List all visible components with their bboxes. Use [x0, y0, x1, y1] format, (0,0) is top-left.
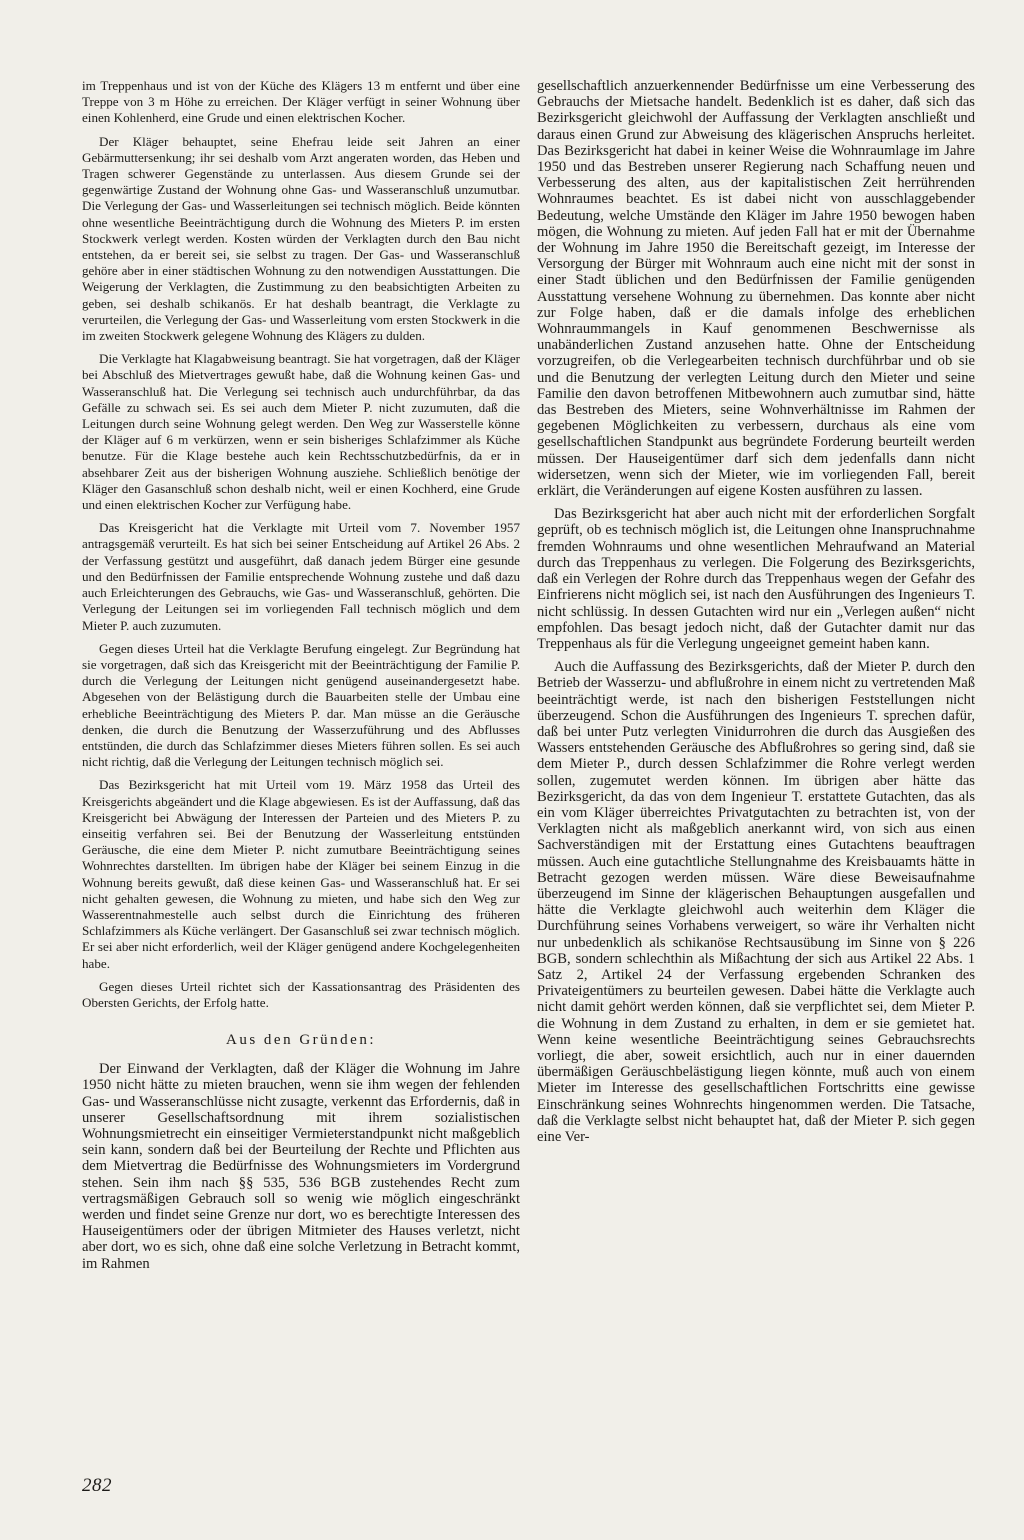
paragraph: Das Kreisgericht hat die Verklagte mit Urteil vom 7. November 1957 antragsgemäß verurteilt. Es hat sich bei seiner Entscheidung auf Artikel 26 Abs. 2 der Verfassung gestützt und ausgeführt, daß danach jedem Bürger eine gesunde und den Bedürfnissen der Familie entsprechende Wohnung zustehe und daß dazu auch Erleichterungen des Gebrauchs, wie Gas- und Wasseranschluß, gehörten. Die Verlegung der Leitungen sei im vorliegenden Fall technisch möglich und dem Mieter P. auch zuzumuten.: [82, 520, 520, 633]
paragraph: Das Bezirksgericht hat aber auch nicht mit der erforderlichen Sorgfalt geprüft, ob es technisch möglich ist, die Leitungen ohne Inanspruchnahme fremden Wohnraums und ohne wesentlichen Mehraufwand an Material durch das Treppenhaus zu verlegen. Die Folgerung des Bezirksgerichts, daß ein Verlegen der Rohre durch das Treppenhaus wegen der Gefahr des Einfrierens nicht möglich sei, ist nach den Ausführungen des Ingenieurs T. nicht schlüssig. In dessen Gutachten wird nur ein „Verlegen außen“ nicht empfohlen. Das besagt jedoch nicht, daß der Gutachter damit nur das Treppenhaus als für die Verlegung ungeeignet gemeint haben kann.: [537, 506, 975, 652]
section-heading: Aus den Gründen:: [226, 1032, 376, 1049]
paragraph: Auch die Auffassung des Bezirksgerichts, daß der Mieter P. durch den Betrieb der Wasserzu- und abflußrohre in einem nicht zu vertretenden Maß beeinträchtigt werde, ist nach den bisherigen Feststellungen nicht überzeugend. Schon die Ausführungen des Ingenieurs T. sprechen dafür, daß bei unter Putz verlegten Vinidurrohren die durch das Ausgießen des Wassers entstehenden Geräusche des Abflußrohres so gering sind, daß sie dem Mieter P., durch dessen Schlafzimmer die Rohre verlegt werden sollen, zugemutet werden können. Im übrigen aber hätte das Bezirksgericht, da das von dem Ingenieur T. erstattete Gutachten, das als ein vom Kläger überreichtes Privatgutachten zu betrachten ist, von der Verklagten nicht als maßgeblich anerkannt wird, von sich aus einen Sachverständigen mit der Erstattung eines Gutachtens beauftragen müssen. Auch eine gutachtliche Stellungnahme des Kreisbauamts hätte in Betracht gezogen werden müssen. Wäre diese Beweisaufnahme überzeugend im Sinne der klägerischen Behauptungen ausgefallen und hätte die Verklagte gleichwohl auch weiterhin dem Kläger die Durchführung seines Vorhabens verweigert, so wäre ihr Verhalten nicht nur unbedenklich als schikanöse Rechtsausübung im Sinne von § 226 BGB, sondern schlechthin als Mißachtung der sich aus Artikel 22 Abs. 1 Satz 2, Artikel 24 der Verfassung ergebenden Schranken des Privateigentümers zu beurteilen gewesen. Dabei hätte die Verklagte auch nicht damit gehört werden können, daß sie verpflichtet sei, dem Mieter P. die Wohnung in dem Zustand zu erhalten, in dem er sie gemietet hat. Wenn keine wesentliche Beeinträchtigung seines Gebrauchsrechts vorliegt, die aber, soweit ersichtlich, auch nur in einer dauernden übermäßigen Geräuschbelästigung liegen könnte, muß auch von einem Mieter im Interesse des gesellschaftlichen Fortschritts eine gewisse Einschränkung seines Wohnrechts hingenommen werden. Die Tatsache, daß die Verklagte selbst nicht behauptet hat, daß der Mieter P. sich gegen eine Ver-: [537, 659, 975, 1145]
paragraph: Gegen dieses Urteil richtet sich der Kassationsantrag des Präsidenten des Obersten Gerichts, der Erfolg hatte.: [82, 978, 520, 1010]
paragraph: Der Kläger behauptet, seine Ehefrau leide seit Jahren an einer Gebärmuttersenkung; ihr sei deshalb vom Arzt angeraten worden, das Heben und Tragen schwerer Gegenstände zu unterlassen. Aus diesem Grunde sei der gegenwärtige Zustand der Wohnung ohne Gas- und Wasseranschluß unzumutbar. Die Verlegung der Gas- und Wasserleitungen sei technisch möglich. Beide könnten ohne wesentliche Beeinträchtigung durch die Wohnung des Mieters P. im ersten Stockwerk verlegt werden. Kosten würden der Verklagten durch den Bau nicht entstehen, da er bereit sei, sie selbst zu tragen. Der Gas- und Wasseranschluß gehöre aber in einer städtischen Wohnung zu den notwendigen Ausstattungen. Die Weigerung der Verklagten, die Zustimmung zu den beabsichtigten Arbeiten zu geben, sei deshalb schikanös. Er hat deshalb beantragt, die Verklagte zu verurteilen, die Verlegung der Gas- und Wasserleitung vom ersten Stockwerk in die im zweiten Stockwerk gelegene Wohnung des Klägers zu dulden.: [82, 133, 520, 344]
paragraph: Die Verklagte hat Klagabweisung beantragt. Sie hat vorgetragen, daß der Kläger bei Abschluß des Mietvertrages gewußt habe, daß die Wohnung keinen Gas- und Wasseranschluß hat. Die Verlegung sei technisch auch undurchführbar, da das Gefälle zu schwach sei. Es sei auch dem Mieter P. nicht zuzumuten, daß die Leitungen durch seine Wohnung gelegt werden. Den Weg zur Wasserstelle könne der Kläger auf 6 m verkürzen, wenn er sein bisheriges Schlafzimmer als Küche benutze. Für die Klage bestehe auch kein Rechtsschutzbedürfnis, da er in absehbarer Zeit aus der bisherigen Wohnung ausziehe. Schließlich benötige der Kläger den Gasanschluß schon deshalb nicht, weil er einen Kochherd, eine Grude und einen elektrischen Kocher zur Verfügung habe.: [82, 351, 520, 513]
paragraph: gesellschaftlich anzuerkennender Bedürfnisse um eine Verbesserung des Gebrauchs der Mietsache handelt. Bedenklich ist es daher, daß sich das Bezirksgericht gleichwohl der Auffassung der Verklagten anschließt und daraus einen Grund zur Abweisung des klägerischen Anspruchs herleitet. Das Bezirksgericht hat dabei in keiner Weise die Wohnraumlage im Jahre 1950 und das Bestreben unserer Regierung nach Schaffung neuen und Verbesserung des alten, aus der kapitalistischen Zeit herrührenden Wohnraumes beachtet. Es ist dabei nicht von ausschlaggebender Bedeutung, welche Umstände den Kläger im Jahre 1950 bewogen haben mögen, die Wohnung zu mieten. Auf jeden Fall hat er mit der Übernahme der Wohnung im Jahre 1950 die Bereitschaft gezeigt, im Interesse der Versorgung der Bürger mit Wohnraum auch eine nicht mit der sonst in einer Stadt üblichen und den Bedürfnissen der Familie genügenden Ausstattung versehene Wohnung zu übernehmen. Das konnte aber nicht zur Folge haben, daß er die damals infolge des erheblichen Wohnraummangels in Kauf genommenen Beschwernisse als unabänderlichen Zustand anzusehen hatte. Ohne der Entscheidung vorzugreifen, ob die Verlegearbeiten technisch durchführbar und ob sie und die Benutzung der verlegten Leitung durch den Mieter und seine Familie den davon betroffenen Mitbewohnern auch zumutbar sind, hätte das Bestreben des Mieters, seine Wohnverhältnisse im Rahmen der gegebenen Möglichkeiten zu verbessern, durchaus als eine vom gesellschaftlichen Standpunkt aus begründete Forderung beurteilt werden müssen. Der Hauseigentümer darf sich dem jedenfalls dann nicht widersetzen, wenn sich der Mieter, wie im vorliegenden Fall, bereit erklärt, die Veränderungen auf eigene Kosten ausführen zu lassen.: [537, 78, 975, 500]
paragraph: Gegen dieses Urteil hat die Verklagte Berufung eingelegt. Zur Begründung hat sie vorgetragen, daß sich das Kreisgericht mit der Beeinträchtigung der Familie P. durch die Verlegung der Leitungen nicht genügend auseinandergesetzt habe. Abgesehen von der Belästigung durch die Bauarbeiten stelle der Umbau eine erhebliche Beeinträchtigung des Mieters P. dar. Man müsse an die Geräusche denken, die durch die Benutzung der Wasserzuführung und des Abflusses entstünden, die durch das Schlafzimmer dieses Mieters führen sollen. Es sei auch nicht richtig, daß die Verlegung der Leitungen technisch möglich sei.: [82, 640, 520, 770]
paragraph: im Treppenhaus und ist von der Küche des Klägers 13 m entfernt und über eine Treppe von 3 m Höhe zu erreichen. Der Kläger verfügt in seiner Wohnung über einen Kohlenherd, eine Grude und einen elektrischen Kocher.: [82, 78, 520, 126]
page-number: 282: [82, 1475, 112, 1496]
paragraph: Das Bezirksgericht hat mit Urteil vom 19. März 1958 das Urteil des Kreisgerichts abgeändert und die Klage abgewiesen. Es ist der Auffassung, daß das Kreisgericht bei Abwägung der Interessen der Parteien und des Mieters P. zu einseitig verfahren sei. Bei der Benutzung der Wasserleitung entstünden Geräusche, die eine dem Mieter P. nicht zumutbare Beeinträchtigung seines Wohnrechtes darstellten. Im übrigen habe der Kläger bei seinem Einzug in die Wohnung bereits gewußt, daß diese keinen Gas- und Wasseranschluß hat. Er sei nicht gehalten gewesen, die Wohnung zu mieten, und habe sich den Weg zur Wasserentnahmestelle auch selbst durch die Einrichtung des früheren Schlafzimmers als Küche verlängert. Der Gasanschluß sei zwar technisch möglich. Er sei aber nicht erforderlich, weil der Kläger genügend andere Kochgelegenheiten habe.: [82, 777, 520, 971]
left-column: [82, 78, 520, 1272]
right-column: [537, 78, 975, 1145]
paragraph: Der Einwand der Verklagten, daß der Kläger die Wohnung im Jahre 1950 nicht hätte zu mieten brauchen, wenn sie ihm wegen der fehlenden Gas- und Wasseranschlüsse nicht zusagte, verkennt das Erfordernis, daß in unserer Gesellschaftsordnung mit ihrem sozialistischen Wohnungsmietrecht ein einseitiger Vermieterstandpunkt nicht maßgeblich sein kann, sondern daß bei der Beurteilung der Rechte und Pflichten aus dem Mietvertrag die Bedürfnisse des Wohnungsmieters im Vordergrund stehen. Sein ihm nach §§ 535, 536 BGB zustehendes Recht zum vertragsmäßigen Gebrauch soll so wenig wie möglich eingeschränkt werden und findet seine Grenze nur dort, wo es berechtigte Interessen des Hauseigentümers oder der übrigen Mitmieter des Hauses verletzt, nicht aber dort, wo es sich, ohne daß eine solche Verletzung in Betracht kommt, im Rahmen: [82, 1061, 520, 1272]
